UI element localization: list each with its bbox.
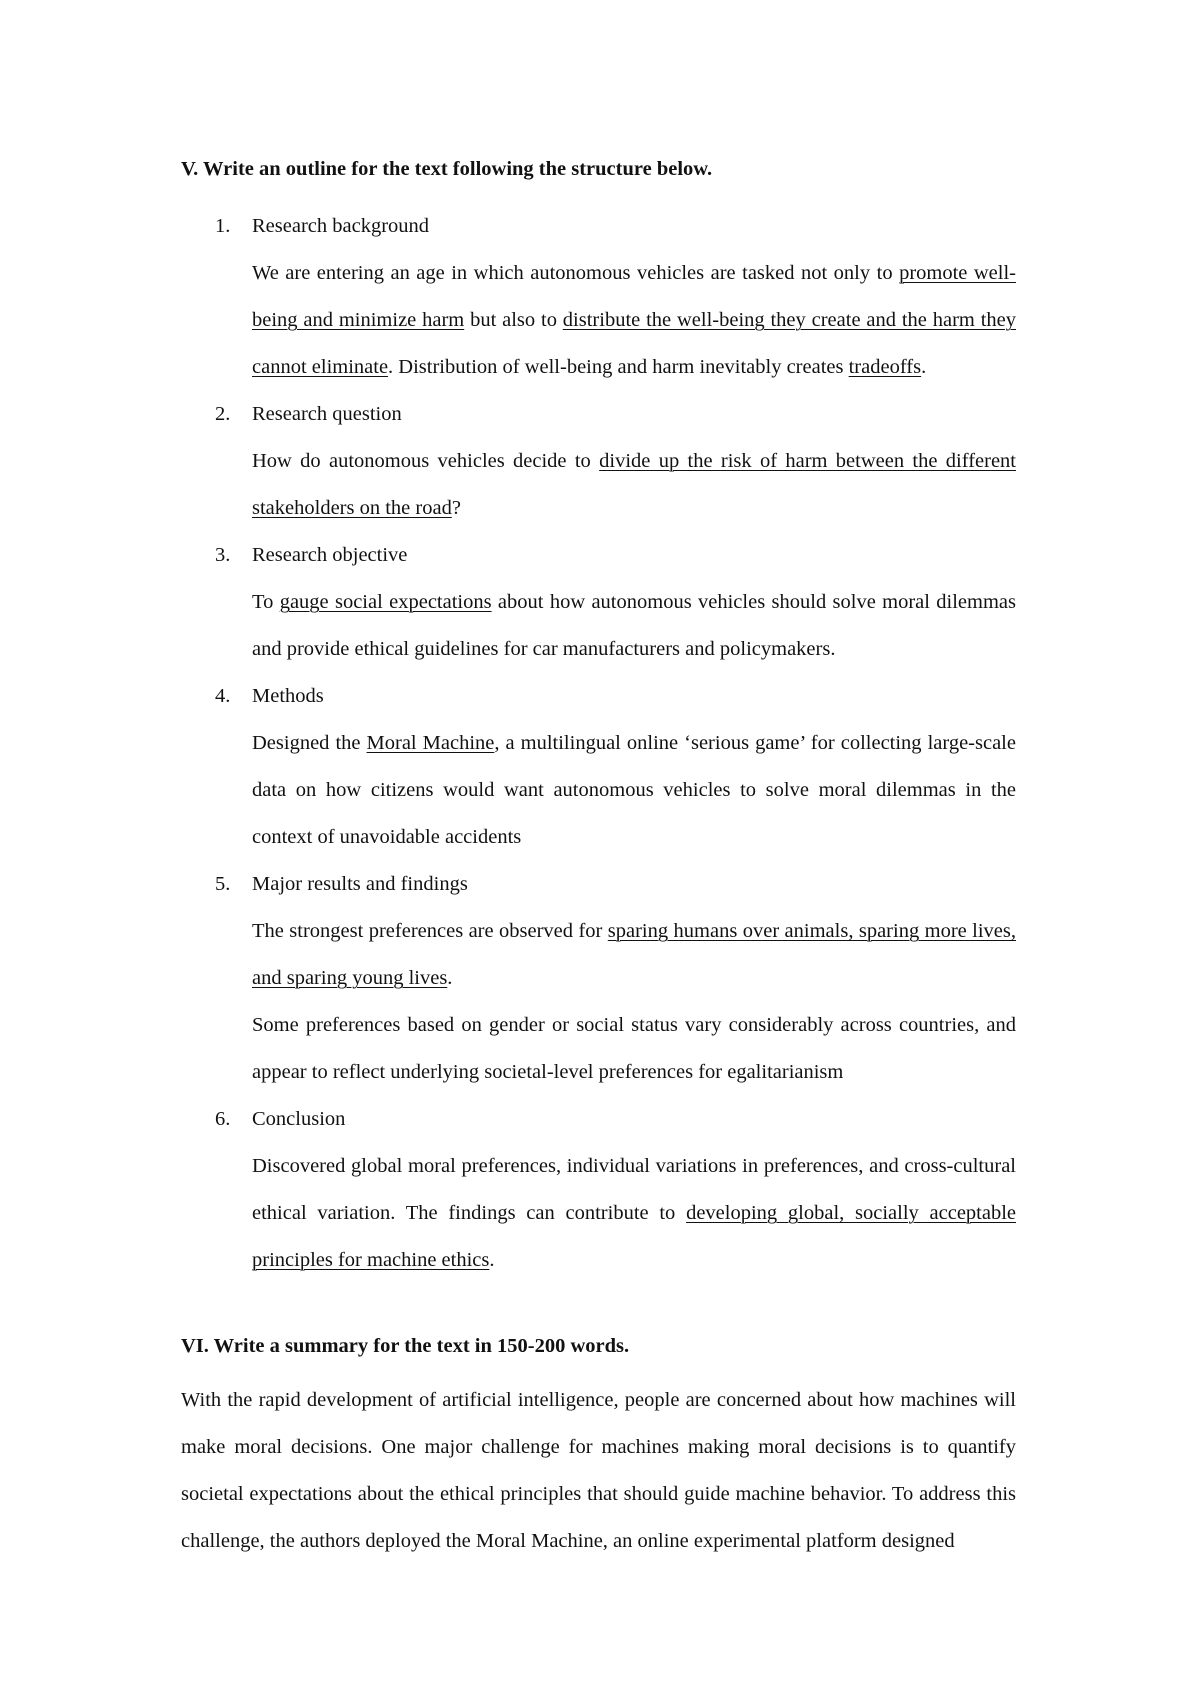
outline-item	[0, 532, 1190, 673]
text-run: .	[447, 967, 453, 989]
outline-item-paragraph	[252, 720, 1016, 861]
underlined-phrase: tradeoffs	[848, 356, 922, 378]
text-run: The strongest preferences are observed for	[252, 920, 608, 942]
underlined-phrase: Moral Machine	[366, 732, 495, 754]
outline-item	[0, 861, 1190, 1096]
outline-item-body	[252, 203, 1016, 391]
outline-item	[0, 673, 1190, 861]
outline-item-title: Major results and findings	[252, 873, 468, 895]
outline-item	[0, 203, 1190, 391]
underlined-phrase: divide up the risk of harm between the different stakeholders on the road	[252, 450, 1016, 519]
outline-item-number: 2.	[215, 403, 231, 425]
outline-item-number: 6.	[215, 1108, 231, 1130]
outline-item-body	[252, 673, 1016, 861]
outline-item-body	[252, 861, 1016, 1096]
text-run: .	[921, 356, 927, 378]
text-run: , a multilingual online ‘serious game’ for collecting large-scale data on how citizens would want autonomous vehicles to solve moral dilemmas in the context of unavoidable accidents	[252, 732, 1016, 848]
text-run: To	[252, 591, 280, 613]
outline-item-body	[252, 1096, 1016, 1284]
outline-item-number: 4.	[215, 685, 231, 707]
outline-item-body	[252, 532, 1016, 673]
outline-item-title: Conclusion	[252, 1108, 346, 1130]
outline-item-paragraph	[252, 1002, 1016, 1096]
text-run: Designed the	[252, 732, 367, 754]
outline-item-paragraph	[252, 250, 1016, 391]
text-run: but also to	[464, 309, 563, 331]
text-run: How do autonomous vehicles decide to	[252, 450, 600, 472]
text-run: Some preferences based on gender or social status vary considerably across countries, and appear to reflect underlying societal-level preferences for egalitarianism	[252, 1014, 1016, 1083]
outline-item-title: Methods	[252, 685, 324, 707]
underlined-phrase: promote well-being and minimize harm	[252, 262, 1016, 331]
outline-item-title: Research question	[252, 403, 402, 425]
outline-item	[0, 391, 1190, 532]
outline-item	[0, 1096, 1190, 1284]
section-5-heading: V. Write an outline for the text following the structure below.	[181, 158, 713, 180]
text-run: We are entering an age in which autonomous vehicles are tasked not only to	[252, 262, 900, 284]
underlined-phrase: developing global, socially acceptable principles for machine ethics	[252, 1202, 1017, 1271]
outline-item-number: 3.	[215, 544, 231, 566]
text-run: .	[489, 1249, 495, 1271]
underlined-phrase: distribute the well-being they create and the harm they cannot eliminate	[252, 309, 1016, 378]
outline-item-paragraph	[252, 908, 1016, 1002]
outline-item-number: 5.	[215, 873, 231, 895]
text-run: about how autonomous vehicles should solve moral dilemmas and provide ethical guidelines for car manufacturers and policymakers.	[252, 591, 1017, 660]
text-run: Discovered global moral preferences, individual variations in preferences, and cross-cultural ethical variation. The findings can contribute to	[252, 1155, 1016, 1224]
outline-item-paragraph	[252, 579, 1016, 673]
outline-item-body	[252, 391, 1016, 532]
outline-item-paragraph	[252, 438, 1016, 532]
summary-paragraph: With the rapid development of artificial intelligence, people are concerned about how machines will make moral decisions. One major challenge for machines making moral decisions is to quantify societal expectations about the ethical principles that should guide machine behavior. To address this challenge, the authors deployed the Moral Machine, an online experimental platform designed	[181, 1389, 1016, 1552]
text-run: . Distribution of well-being and harm inevitably creates	[388, 356, 849, 378]
section-6-heading: VI. Write a summary for the text in 150-200 words.	[181, 1335, 630, 1357]
outline-item-title: Research background	[252, 215, 430, 237]
outline-list	[0, 203, 1190, 1284]
outline-item-paragraph	[252, 1143, 1016, 1284]
underlined-phrase: sparing humans over animals, sparing more lives, and sparing young lives	[252, 920, 1016, 989]
outline-item-number: 1.	[215, 215, 231, 237]
text-run: ?	[451, 497, 461, 519]
outline-item-title: Research objective	[252, 544, 408, 566]
underlined-phrase: gauge social expectations	[279, 591, 492, 613]
